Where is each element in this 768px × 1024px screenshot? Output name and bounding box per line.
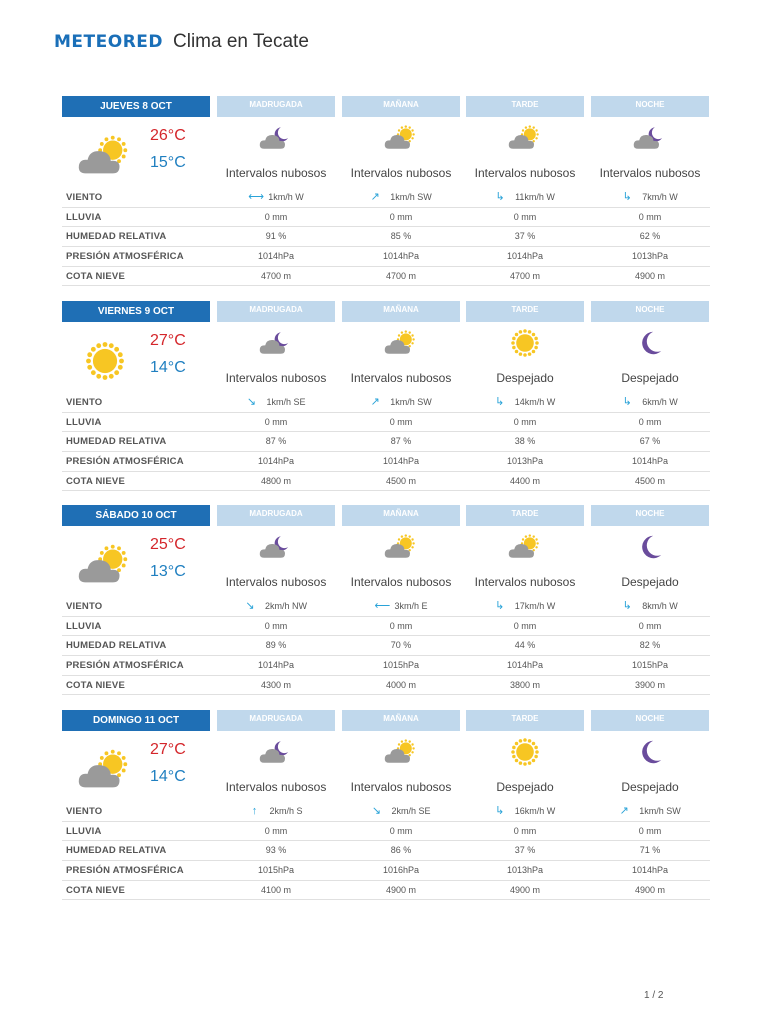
day-label: VIERNES 9 OCT	[62, 301, 210, 322]
sun-icon	[507, 327, 543, 359]
snow-value: 4800 m	[260, 475, 292, 486]
min-temperature: 14°C	[150, 359, 186, 376]
wind-value: 2km/h S	[269, 806, 303, 816]
snow-value: 4700 m	[260, 270, 292, 281]
period-description: Despejado	[496, 371, 554, 385]
wind-value: 1km/h SW	[639, 806, 681, 816]
wind-arrow-icon: ↳	[622, 396, 632, 408]
wind-cell	[342, 192, 460, 202]
wind-cell	[466, 192, 584, 202]
row-humidity	[62, 227, 710, 247]
wind-cell	[466, 806, 584, 816]
wind-value: 2km/h NW	[264, 601, 307, 611]
humidity-value: 38 %	[514, 436, 536, 447]
page-header	[54, 31, 309, 61]
humidity-value: 70 %	[390, 640, 412, 651]
cloud-moon-icon	[258, 531, 294, 563]
period-header: MAÑANA	[342, 710, 460, 731]
row-label: HUMEDAD RELATIVA	[66, 231, 167, 243]
wind-arrow-icon: ↳	[622, 191, 632, 203]
rain-value: 0 mm	[389, 211, 413, 222]
period-header: MADRUGADA	[217, 505, 335, 526]
cloud-sun-icon	[383, 736, 419, 768]
sun-icon	[507, 736, 543, 768]
cloud-moon-icon	[258, 736, 294, 768]
period-header: TARDE	[466, 505, 584, 526]
pressure-value: 1014hPa	[506, 660, 544, 671]
cloud-moon-icon	[632, 122, 668, 154]
snow-value: 4400 m	[509, 475, 541, 486]
pressure-value: 1013hPa	[506, 456, 544, 467]
period-header: NOCHE	[591, 96, 709, 117]
rain-value: 0 mm	[513, 825, 537, 836]
rain-value: 0 mm	[389, 416, 413, 427]
row-label: COTA NIEVE	[66, 475, 126, 487]
page-number: 1 / 2	[644, 990, 664, 1001]
row-label: COTA NIEVE	[66, 270, 126, 282]
rain-value: 0 mm	[389, 620, 413, 631]
period-header: MAÑANA	[342, 505, 460, 526]
day-block	[62, 96, 710, 292]
humidity-value: 44 %	[514, 640, 536, 651]
pressure-value: 1014hPa	[257, 456, 295, 467]
row-snow	[62, 472, 710, 492]
period-header: TARDE	[466, 301, 584, 322]
wind-value: 1km/h SE	[266, 397, 306, 407]
row-label: COTA NIEVE	[66, 884, 126, 896]
row-label: HUMEDAD RELATIVA	[66, 845, 167, 857]
row-label: COTA NIEVE	[66, 679, 126, 691]
snow-value: 4500 m	[634, 475, 666, 486]
wind-arrow-icon: ⟵	[374, 600, 391, 612]
wind-arrow-icon: ↳	[622, 600, 632, 612]
period-description: Intervalos nubosos	[599, 166, 701, 180]
pressure-value: 1013hPa	[631, 251, 669, 262]
wind-value: 7km/h W	[642, 192, 678, 202]
period-header: TARDE	[466, 96, 584, 117]
rain-value: 0 mm	[638, 416, 662, 427]
wind-value: 14km/h W	[514, 397, 556, 407]
min-temperature: 13°C	[150, 563, 186, 580]
period-header: MADRUGADA	[217, 301, 335, 322]
snow-value: 4900 m	[634, 270, 666, 281]
rain-value: 0 mm	[513, 620, 537, 631]
row-label: PRESIÓN ATMOSFÉRICA	[66, 660, 184, 672]
wind-value: 1km/h SW	[390, 397, 432, 407]
humidity-value: 87 %	[390, 436, 412, 447]
meteored-logo: METEORED	[54, 32, 164, 52]
moon-icon	[632, 531, 668, 563]
humidity-value: 87 %	[265, 436, 287, 447]
row-wind	[62, 188, 710, 208]
wind-value: 1km/h W	[268, 192, 304, 202]
row-rain	[62, 822, 710, 842]
rain-value: 0 mm	[264, 825, 288, 836]
humidity-value: 86 %	[390, 845, 412, 856]
row-label: VIENTO	[66, 192, 103, 203]
wind-arrow-icon: ↘	[246, 396, 257, 408]
humidity-value: 67 %	[639, 436, 661, 447]
row-pressure	[62, 861, 710, 881]
row-label: LLUVIA	[66, 620, 102, 632]
period-description: Intervalos nubosos	[225, 166, 327, 180]
wind-cell	[591, 397, 709, 407]
wind-value: 6km/h W	[642, 397, 678, 407]
wind-arrow-icon: ⟷	[248, 191, 265, 203]
row-pressure	[62, 656, 710, 676]
row-label: HUMEDAD RELATIVA	[66, 436, 167, 448]
wind-value: 8km/h W	[642, 601, 678, 611]
row-humidity	[62, 636, 710, 656]
row-rain	[62, 413, 710, 433]
rain-value: 0 mm	[264, 211, 288, 222]
moon-icon	[632, 327, 668, 359]
rain-value: 0 mm	[638, 825, 662, 836]
day-block	[62, 710, 710, 906]
period-description: Intervalos nubosos	[225, 575, 327, 589]
snow-value: 4900 m	[509, 884, 541, 895]
period-description: Despejado	[621, 371, 679, 385]
wind-cell	[591, 601, 709, 611]
wind-arrow-icon: ↗	[370, 396, 380, 408]
period-header: NOCHE	[591, 505, 709, 526]
period-description: Intervalos nubosos	[350, 780, 452, 794]
rain-value: 0 mm	[638, 211, 662, 222]
cloud-sun-icon	[76, 748, 134, 792]
cloud-moon-icon	[258, 327, 294, 359]
snow-value: 3900 m	[634, 679, 666, 690]
row-wind	[62, 597, 710, 617]
row-label: PRESIÓN ATMOSFÉRICA	[66, 865, 184, 877]
cloud-moon-icon	[258, 122, 294, 154]
period-header: NOCHE	[591, 301, 709, 322]
humidity-value: 85 %	[390, 231, 412, 242]
pressure-value: 1013hPa	[506, 865, 544, 876]
period-header: MADRUGADA	[217, 710, 335, 731]
details-table	[62, 597, 710, 695]
details-table	[62, 802, 710, 900]
cloud-sun-icon	[507, 531, 543, 563]
period-description: Intervalos nubosos	[474, 575, 576, 589]
row-label: VIENTO	[66, 601, 103, 612]
wind-cell	[217, 192, 335, 202]
period-description: Intervalos nubosos	[350, 371, 452, 385]
wind-arrow-icon: ↗	[370, 191, 380, 203]
rain-value: 0 mm	[513, 211, 537, 222]
row-humidity	[62, 841, 710, 861]
period-description: Intervalos nubosos	[350, 575, 452, 589]
details-table	[62, 393, 710, 491]
period-description: Intervalos nubosos	[225, 780, 327, 794]
wind-value: 11km/h W	[515, 192, 555, 202]
rain-value: 0 mm	[389, 825, 413, 836]
pressure-value: 1014hPa	[257, 251, 295, 262]
snow-value: 4300 m	[260, 679, 292, 690]
wind-value: 1km/h SW	[390, 192, 432, 202]
max-temperature: 26°C	[150, 127, 186, 144]
row-label: LLUVIA	[66, 211, 102, 223]
period-description: Intervalos nubosos	[350, 166, 452, 180]
period-description: Despejado	[621, 780, 679, 794]
max-temperature: 25°C	[150, 536, 186, 553]
details-table	[62, 188, 710, 286]
wind-cell	[342, 601, 460, 611]
wind-arrow-icon: ↳	[495, 805, 505, 817]
snow-value: 4900 m	[385, 884, 417, 895]
wind-cell	[342, 806, 460, 816]
row-snow	[62, 881, 710, 901]
row-rain	[62, 617, 710, 637]
row-pressure	[62, 452, 710, 472]
rain-value: 0 mm	[513, 416, 537, 427]
humidity-value: 37 %	[514, 231, 536, 242]
wind-arrow-icon: ↳	[495, 191, 505, 203]
cloud-sun-icon	[383, 327, 419, 359]
humidity-value: 62 %	[639, 231, 661, 242]
period-header: MADRUGADA	[217, 96, 335, 117]
humidity-value: 82 %	[639, 640, 661, 651]
snow-value: 4700 m	[509, 270, 541, 281]
pressure-value: 1014hPa	[382, 456, 420, 467]
row-label: PRESIÓN ATMOSFÉRICA	[66, 456, 184, 468]
row-label: LLUVIA	[66, 416, 102, 428]
pressure-value: 1015hPa	[257, 865, 295, 876]
humidity-value: 71 %	[639, 845, 661, 856]
period-header: MAÑANA	[342, 301, 460, 322]
row-wind	[62, 393, 710, 413]
min-temperature: 14°C	[150, 768, 186, 785]
snow-value: 3800 m	[509, 679, 541, 690]
wind-cell	[591, 192, 709, 202]
cloud-sun-icon	[507, 122, 543, 154]
snow-value: 4000 m	[385, 679, 417, 690]
period-description: Despejado	[621, 575, 679, 589]
snow-value: 4700 m	[385, 270, 417, 281]
wind-arrow-icon: ↳	[495, 600, 505, 612]
humidity-value: 89 %	[265, 640, 287, 651]
wind-cell	[342, 397, 460, 407]
row-wind	[62, 802, 710, 822]
moon-icon	[632, 736, 668, 768]
day-label: DOMINGO 11 OCT	[62, 710, 210, 731]
wind-cell	[217, 601, 335, 611]
page-title: Clima en Tecate	[173, 31, 309, 52]
cloud-sun-icon	[383, 531, 419, 563]
min-temperature: 15°C	[150, 154, 186, 171]
pressure-value: 1014hPa	[631, 456, 669, 467]
wind-cell	[591, 806, 709, 816]
period-description: Intervalos nubosos	[474, 166, 576, 180]
wind-value: 16km/h W	[514, 806, 556, 816]
max-temperature: 27°C	[150, 741, 186, 758]
wind-value: 2km/h SE	[391, 806, 431, 816]
pressure-value: 1014hPa	[631, 865, 669, 876]
row-humidity	[62, 432, 710, 452]
row-label: HUMEDAD RELATIVA	[66, 640, 167, 652]
period-header: NOCHE	[591, 710, 709, 731]
day-label: JUEVES 8 OCT	[62, 96, 210, 117]
wind-cell	[466, 397, 584, 407]
wind-arrow-icon: ↘	[371, 805, 382, 817]
wind-arrow-icon: ↑	[251, 805, 258, 817]
row-pressure	[62, 247, 710, 267]
sun-icon	[76, 339, 134, 383]
wind-value: 17km/h W	[514, 601, 556, 611]
day-block	[62, 301, 710, 497]
wind-arrow-icon: ↳	[495, 396, 505, 408]
snow-value: 4100 m	[260, 884, 292, 895]
cloud-sun-icon	[76, 134, 134, 178]
wind-arrow-icon: ↘	[245, 600, 255, 612]
max-temperature: 27°C	[150, 332, 186, 349]
row-label: VIENTO	[66, 806, 103, 817]
wind-value: 3km/h E	[394, 601, 428, 611]
pressure-value: 1014hPa	[382, 251, 420, 262]
cloud-sun-icon	[76, 543, 134, 587]
rain-value: 0 mm	[638, 620, 662, 631]
humidity-value: 93 %	[265, 845, 287, 856]
pressure-value: 1016hPa	[382, 865, 420, 876]
row-label: LLUVIA	[66, 825, 102, 837]
row-label: PRESIÓN ATMOSFÉRICA	[66, 251, 184, 263]
cloud-sun-icon	[383, 122, 419, 154]
period-description: Intervalos nubosos	[225, 371, 327, 385]
day-block	[62, 505, 710, 701]
period-description: Despejado	[496, 780, 554, 794]
snow-value: 4500 m	[385, 475, 417, 486]
day-label: SÁBADO 10 OCT	[62, 505, 210, 526]
snow-value: 4900 m	[634, 884, 666, 895]
rain-value: 0 mm	[264, 416, 288, 427]
row-rain	[62, 208, 710, 228]
wind-cell	[466, 601, 584, 611]
period-header: TARDE	[466, 710, 584, 731]
pressure-value: 1014hPa	[257, 660, 295, 671]
humidity-value: 91 %	[265, 231, 287, 242]
wind-cell	[217, 397, 335, 407]
period-header: MAÑANA	[342, 96, 460, 117]
humidity-value: 37 %	[514, 845, 536, 856]
wind-arrow-icon: ↗	[619, 805, 629, 817]
row-snow	[62, 267, 710, 287]
pressure-value: 1015hPa	[382, 660, 420, 671]
pressure-value: 1015hPa	[631, 660, 669, 671]
row-snow	[62, 676, 710, 696]
rain-value: 0 mm	[264, 620, 288, 631]
row-label: VIENTO	[66, 397, 103, 408]
pressure-value: 1014hPa	[506, 251, 544, 262]
wind-cell	[217, 806, 335, 816]
